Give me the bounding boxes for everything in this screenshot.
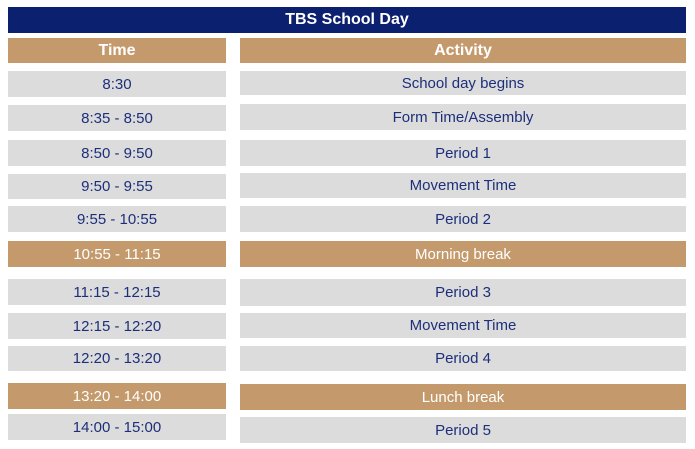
row-10-activity: Lunch break [240, 384, 686, 410]
row-1-time: 8:30 [8, 71, 226, 97]
row-10-time: 13:20 - 14:00 [8, 383, 226, 409]
row-4-activity: Movement Time [240, 173, 686, 198]
row-8-activity: Movement Time [240, 313, 686, 338]
row-2-time: 8:35 - 8:50 [8, 105, 226, 131]
row-2-activity: Form Time/Assembly [240, 104, 686, 130]
row-6-time: 10:55 - 11:15 [8, 241, 226, 267]
row-1-activity: School day begins [240, 71, 686, 95]
row-11-activity: Period 5 [240, 417, 686, 443]
row-5-time: 9:55 - 10:55 [8, 206, 226, 232]
row-9-time: 12:20 - 13:20 [8, 346, 226, 371]
row-3-activity: Period 1 [240, 140, 686, 166]
row-7-time: 11:15 - 12:15 [8, 279, 226, 305]
row-5-activity: Period 2 [240, 206, 686, 232]
schedule-title: TBS School Day [8, 7, 686, 33]
row-9-activity: Period 4 [240, 346, 686, 371]
time-column-header: Time [8, 38, 226, 63]
row-8-time: 12:15 - 12:20 [8, 313, 226, 339]
row-7-activity: Period 3 [240, 279, 686, 306]
activity-column-header: Activity [240, 38, 686, 63]
row-6-activity: Morning break [240, 241, 686, 267]
row-3-time: 8:50 - 9:50 [8, 140, 226, 166]
row-11-time: 14:00 - 15:00 [8, 414, 226, 440]
row-4-time: 9:50 - 9:55 [8, 174, 226, 199]
